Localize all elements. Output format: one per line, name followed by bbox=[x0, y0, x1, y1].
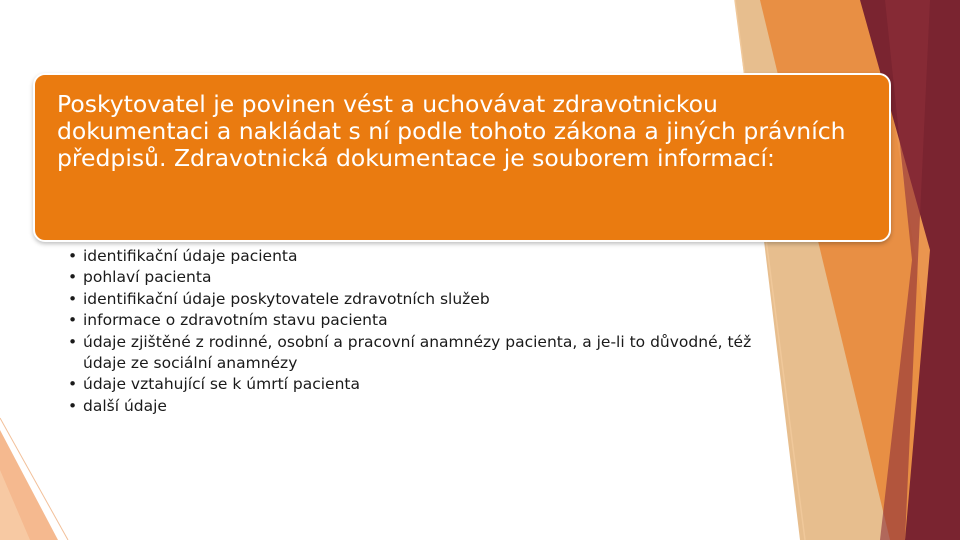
callout-text: Poskytovatel je povinen vést a uchovávat zdravotnickou dokumentaci a nakládat s ní podle tohoto zákona a jiných právních předpisů. Zdravotnická dokumentace je souborem informací: bbox=[57, 90, 846, 172]
list-item bbox=[68, 246, 788, 267]
list-item bbox=[68, 332, 788, 375]
list-item-text: další údaje bbox=[83, 396, 167, 415]
list-item-text: informace o zdravotním stavu pacienta bbox=[83, 311, 388, 330]
bullet-icon: • bbox=[68, 289, 78, 308]
bullet-list bbox=[68, 246, 788, 417]
list-item-text: údaje vztahující se k úmrtí pacienta bbox=[83, 375, 360, 394]
list-item bbox=[68, 396, 788, 417]
list-item bbox=[68, 374, 788, 395]
bullet-icon: • bbox=[68, 247, 78, 265]
bullet-icon: • bbox=[68, 268, 78, 287]
list-item bbox=[68, 310, 788, 331]
list-item-text: údaje zjištěné z rodinné, osobní a pracovní anamnézy pacienta, a je-li to důvodné, též údaje ze sociální anamnézy bbox=[83, 332, 752, 373]
callout-box bbox=[33, 73, 891, 242]
list-item-text: pohlaví pacienta bbox=[83, 268, 212, 287]
bullet-icon: • bbox=[68, 396, 78, 415]
list-item-text: identifikační údaje poskytovatele zdravotních služeb bbox=[83, 289, 490, 308]
list-item-text: identifikační údaje pacienta bbox=[83, 247, 298, 265]
bullet-icon: • bbox=[68, 375, 78, 394]
bullet-icon: • bbox=[68, 311, 78, 330]
list-item bbox=[68, 267, 788, 288]
bullet-icon: • bbox=[68, 332, 78, 351]
list-item bbox=[68, 289, 788, 310]
